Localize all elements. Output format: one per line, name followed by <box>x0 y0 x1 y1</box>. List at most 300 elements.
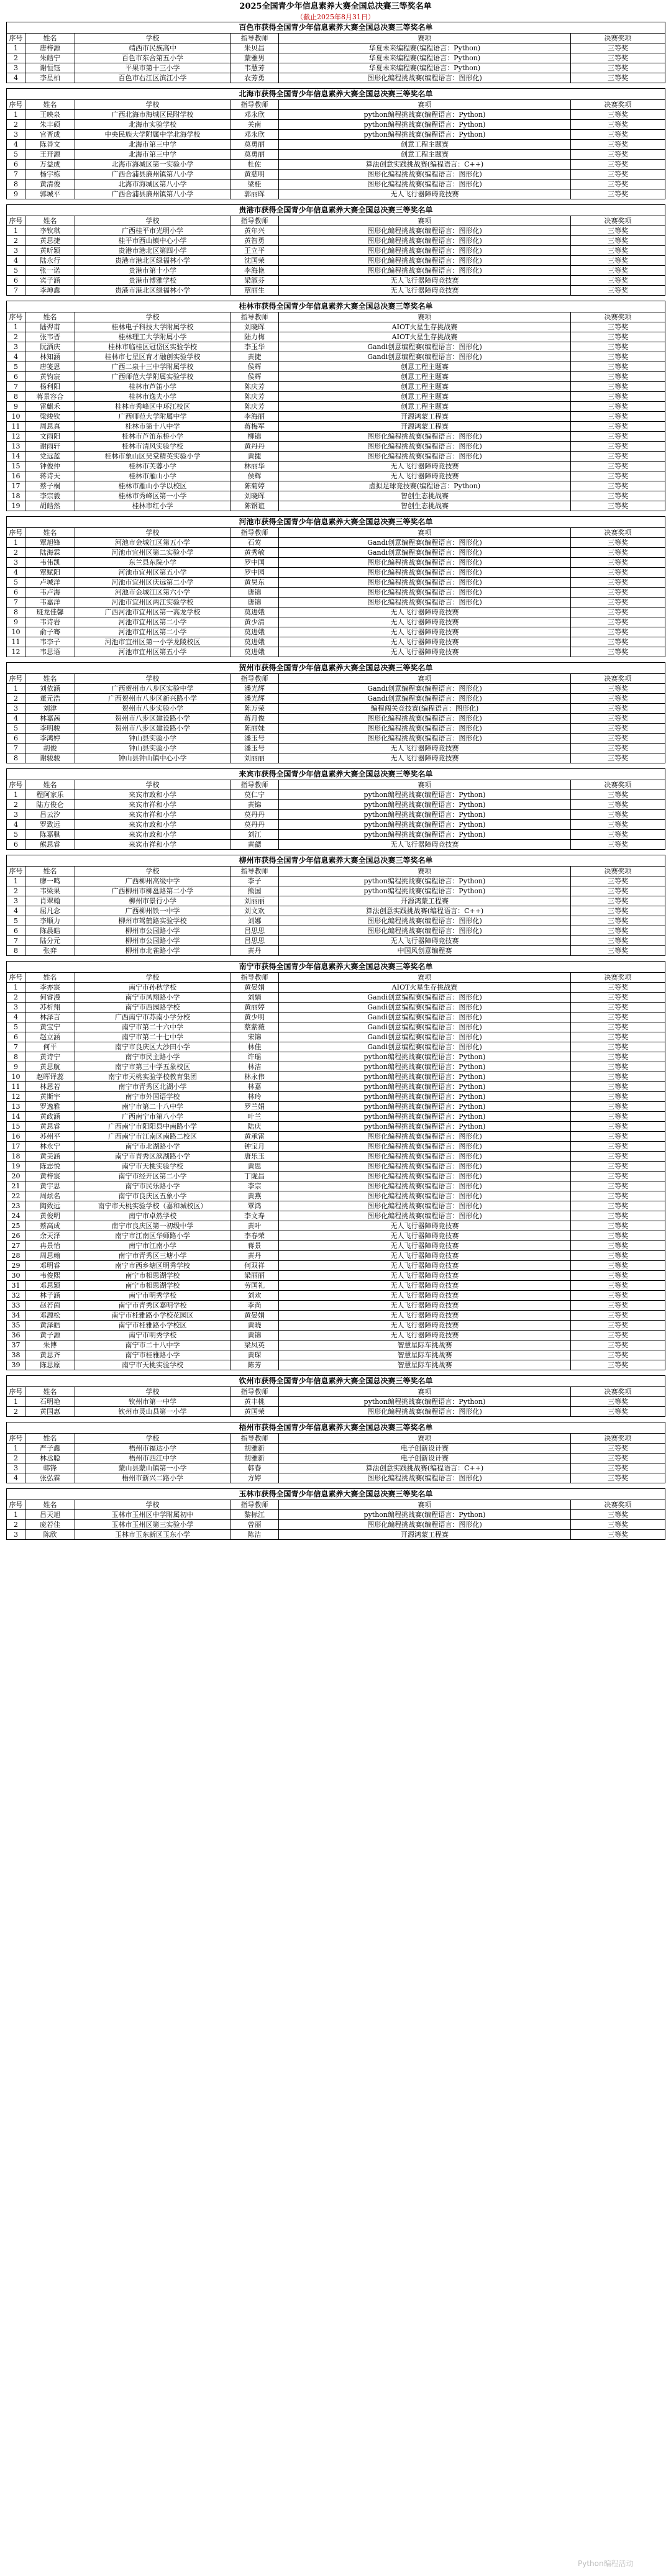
table-header-row <box>7 34 665 43</box>
cell-event: 华夏未来编程赛(编程语言：Python) <box>279 53 571 63</box>
cell-student-name: 黄宝宁 <box>25 1022 75 1032</box>
cell-award: 三等奖 <box>571 1281 665 1291</box>
table-header-row <box>7 1387 665 1397</box>
cell-award: 三等奖 <box>571 1062 665 1072</box>
cell-student-name: 黄思齐 <box>25 1350 75 1360</box>
cell-number: 9 <box>7 617 25 627</box>
cell-number: 35 <box>7 1321 25 1331</box>
cell-teacher: 刘娟 <box>231 993 279 1003</box>
cell-school: 河池市宜州区第二小学 <box>75 627 231 637</box>
cell-number: 6 <box>7 588 25 598</box>
cell-student-name: 陆分元 <box>25 936 75 946</box>
section-gap <box>6 763 665 768</box>
cell-teacher: 黄思 <box>231 1162 279 1172</box>
cell-teacher: 韩春 <box>231 1463 279 1473</box>
cell-award: 三等奖 <box>571 1162 665 1172</box>
cell-school: 南宁市第二十七中学 <box>75 1032 231 1042</box>
cell-award: 三等奖 <box>571 1261 665 1271</box>
cell-student-name: 谢雨轩 <box>25 442 75 452</box>
table-row <box>7 1241 665 1251</box>
cell-school: 南宁市良庆区第一初级中学 <box>75 1221 231 1231</box>
cell-number: 4 <box>7 568 25 578</box>
cell-school: 贵港市港北区绿福林小学 <box>75 286 231 296</box>
cell-award: 三等奖 <box>571 501 665 511</box>
cell-teacher: 刘娜 <box>231 916 279 926</box>
cell-student-name: 陈欣 <box>25 1530 75 1540</box>
cell-teacher: 莫丹丹 <box>231 820 279 830</box>
cell-event: python编程挑战赛(编程语言：Python) <box>279 876 571 886</box>
cell-teacher: 黄捷 <box>231 352 279 362</box>
cell-school: 南宁市孙秋学校 <box>75 983 231 993</box>
cell-teacher: 邓永欣 <box>231 130 279 140</box>
cell-number: 7 <box>7 598 25 608</box>
table-row <box>7 840 665 850</box>
cell-number: 27 <box>7 1241 25 1251</box>
cell-award: 三等奖 <box>571 946 665 956</box>
cell-number: 26 <box>7 1231 25 1241</box>
cell-award: 三等奖 <box>571 130 665 140</box>
cell-number: 11 <box>7 422 25 432</box>
cell-number: 6 <box>7 840 25 850</box>
cell-award: 三等奖 <box>571 352 665 362</box>
cutoff-date: （截止2025年8月31日） <box>296 13 375 21</box>
column-header-event: 赛项 <box>279 34 571 43</box>
cell-teacher: 蒋月俊 <box>231 714 279 724</box>
cell-teacher: 柳锦 <box>231 432 279 442</box>
column-header-event: 赛项 <box>279 1500 571 1510</box>
cell-school: 梧州市新兴二路小学 <box>75 1473 231 1483</box>
cell-number: 17 <box>7 1142 25 1152</box>
cell-school: 柳州市驾鹤路实验学校 <box>75 916 231 926</box>
cell-school: 桂林理工大学附属小学 <box>75 332 231 342</box>
cell-teacher: 李子 <box>231 876 279 886</box>
cell-school: 南宁市明秀学校 <box>75 1331 231 1340</box>
cell-teacher: 陈庆芳 <box>231 382 279 392</box>
column-header-teacher: 指导教师 <box>231 1387 279 1397</box>
cell-teacher: 唐锦 <box>231 598 279 608</box>
cell-teacher: 杜佐 <box>231 160 279 170</box>
cell-school: 广西二泉十三中学附属学校 <box>75 362 231 372</box>
table-row <box>7 1520 665 1530</box>
cell-award: 三等奖 <box>571 548 665 558</box>
cell-school: 桂林市逸夫小学 <box>75 392 231 402</box>
table-row <box>7 402 665 412</box>
section-title: 玉林市获得全国青少年信息素养大赛全国总决赛三等奖名单 <box>7 1489 665 1500</box>
table-row <box>7 130 665 140</box>
cell-student-name: 黄清俊 <box>25 180 75 189</box>
cell-school: 桂林市秀峰区中环江校区 <box>75 402 231 412</box>
cell-school: 南宁市相思湖学校 <box>75 1281 231 1291</box>
column-header-teacher: 指导教师 <box>231 780 279 790</box>
cell-award: 三等奖 <box>571 568 665 578</box>
cell-award: 三等奖 <box>571 926 665 936</box>
table-row <box>7 568 665 578</box>
table-row <box>7 993 665 1003</box>
section-gap <box>6 511 665 516</box>
cell-award: 三等奖 <box>571 1052 665 1062</box>
table-row <box>7 362 665 372</box>
cell-student-name: 韦伟凯 <box>25 558 75 568</box>
cell-award: 三等奖 <box>571 753 665 763</box>
cell-teacher: 李宗 <box>231 1181 279 1191</box>
table-row <box>7 1221 665 1231</box>
cell-school: 南宁市经开区第二小学 <box>75 1172 231 1181</box>
cell-student-name: 黄宇思 <box>25 1181 75 1191</box>
cell-student-name: 俞子骞 <box>25 627 75 637</box>
cell-school: 桂林市雁山小学以校区 <box>75 481 231 491</box>
cell-school: 钦州市灵山县第一小学 <box>75 1407 231 1417</box>
cell-event: 无人飞行器障碍竞技赛 <box>279 1281 571 1291</box>
cell-event: Gandi创意编程赛(编程语言：图形化) <box>279 548 571 558</box>
cell-teacher: 莫进娥 <box>231 608 279 617</box>
cell-school: 广西柳州铁一中学 <box>75 906 231 916</box>
cell-number: 8 <box>7 608 25 617</box>
section-gap <box>6 956 665 961</box>
cell-student-name: 邓明睿 <box>25 1261 75 1271</box>
cell-student-name: 党远蓝 <box>25 452 75 462</box>
table-row <box>7 256 665 266</box>
cell-student-name: 程阿家乐 <box>25 790 75 800</box>
column-header-award: 决赛奖项 <box>571 780 665 790</box>
cell-school: 河池市宜州区第二小学 <box>75 617 231 627</box>
cell-student-name: 李星柏 <box>25 73 75 83</box>
cell-student-name: 林永宁 <box>25 1142 75 1152</box>
cell-teacher: 刘丽丽 <box>231 753 279 763</box>
cell-teacher: 王立平 <box>231 246 279 256</box>
cell-school: 桂林市雁山小学 <box>75 471 231 481</box>
table-row <box>7 790 665 800</box>
award-table <box>6 301 665 511</box>
cell-event: Gandi创意编程赛(编程语言：图形化) <box>279 1042 571 1052</box>
cell-award: 三等奖 <box>571 1271 665 1281</box>
cell-teacher: 黄锦 <box>231 1331 279 1340</box>
cell-award: 三等奖 <box>571 1112 665 1122</box>
column-header-teacher: 指导教师 <box>231 312 279 322</box>
cell-event: python编程挑战赛(编程语言：Python) <box>279 820 571 830</box>
cell-number: 14 <box>7 1112 25 1122</box>
cell-award: 三等奖 <box>571 1142 665 1152</box>
cell-student-name: 雷麒禾 <box>25 402 75 412</box>
table-row <box>7 1397 665 1407</box>
column-header-award: 决赛奖项 <box>571 1387 665 1397</box>
cell-student-name: 文雨阳 <box>25 432 75 442</box>
cell-award: 三等奖 <box>571 1301 665 1311</box>
cell-event: 无人飞行器障碍竞技赛 <box>279 189 571 199</box>
cell-award: 三等奖 <box>571 734 665 744</box>
award-table <box>6 516 665 657</box>
cell-event: python编程挑战赛(编程语言：Python) <box>279 1102 571 1112</box>
cell-school: 河池市宜州区第五小学 <box>75 568 231 578</box>
cell-school: 柳州市景行小学 <box>75 896 231 906</box>
cell-teacher: 潘光辉 <box>231 684 279 694</box>
cell-teacher: 胡雅新 <box>231 1454 279 1463</box>
column-header-name: 姓名 <box>25 1500 75 1510</box>
section-title: 贺州市获得全国青少年信息素养大赛全国总决赛三等奖名单 <box>7 663 665 674</box>
table-row <box>7 1132 665 1142</box>
cell-student-name: 黄诗宁 <box>25 1052 75 1062</box>
cell-student-name: 李明骏 <box>25 724 75 734</box>
cell-teacher: 陈庆芳 <box>231 402 279 412</box>
cell-event: python编程挑战赛(编程语言：Python) <box>279 790 571 800</box>
table-row <box>7 936 665 946</box>
column-header-event: 赛项 <box>279 867 571 876</box>
column-header-name: 姓名 <box>25 216 75 226</box>
cell-teacher: 邓永欣 <box>231 110 279 120</box>
table-row <box>7 1251 665 1261</box>
cell-school: 南宁市明秀学校 <box>75 1291 231 1301</box>
cell-number: 2 <box>7 993 25 1003</box>
table-header-row <box>7 973 665 983</box>
cell-student-name: 黄思航 <box>25 1062 75 1072</box>
cell-school: 来宾市祥和小学 <box>75 800 231 810</box>
cell-event: 无人飞行器障碍竞技赛 <box>279 462 571 471</box>
cell-event: 中国风创意编程赛 <box>279 946 571 956</box>
cell-event: AIOT火星生存挑战赛 <box>279 983 571 993</box>
cell-school: 玉林市玉州区中学附属初中 <box>75 1510 231 1520</box>
cell-school: 桂林市清风实验学校 <box>75 442 231 452</box>
cell-student-name: 赵晖译蕊 <box>25 1072 75 1082</box>
cell-teacher: 吕思思 <box>231 926 279 936</box>
cell-award: 三等奖 <box>571 402 665 412</box>
cell-event: 无人飞行器障碍竞技赛 <box>279 286 571 296</box>
cell-award: 三等奖 <box>571 627 665 637</box>
column-header-event: 赛项 <box>279 216 571 226</box>
cell-event: python编程挑战赛(编程语言：Python) <box>279 886 571 896</box>
cell-number: 2 <box>7 694 25 704</box>
cell-award: 三等奖 <box>571 342 665 352</box>
cell-number: 7 <box>7 382 25 392</box>
cell-number: 2 <box>7 800 25 810</box>
cell-teacher: 陈菊婷 <box>231 481 279 491</box>
award-table <box>6 1488 665 1540</box>
cell-school: 广西贺州市八步区新兴路小学 <box>75 694 231 704</box>
cell-student-name: 黄俊明 <box>25 1211 75 1221</box>
table-row <box>7 627 665 637</box>
cell-number: 1 <box>7 790 25 800</box>
cell-student-name: 肖翠翰 <box>25 896 75 906</box>
cell-award: 三等奖 <box>571 140 665 150</box>
cell-school: 来宾市政和小学 <box>75 790 231 800</box>
cell-student-name: 黄钧宸 <box>25 372 75 382</box>
cell-student-name: 陶致远 <box>25 1201 75 1211</box>
table-row <box>7 53 665 63</box>
cell-event: 创意工程主题赛 <box>279 382 571 392</box>
cell-award: 三等奖 <box>571 1082 665 1092</box>
cell-school: 广西合浦县廉州镇第八小学 <box>75 189 231 199</box>
cell-teacher: 陆庆 <box>231 1122 279 1132</box>
cell-teacher: 唐锦 <box>231 588 279 598</box>
cell-number: 12 <box>7 647 25 657</box>
table-row <box>7 342 665 352</box>
cell-student-name: 韦李子 <box>25 637 75 647</box>
cell-event: 图形化编程挑战赛(编程语言：图形化) <box>279 578 571 588</box>
cell-teacher: 陈芳 <box>231 1360 279 1370</box>
cell-number: 21 <box>7 1181 25 1191</box>
cell-number: 6 <box>7 372 25 382</box>
table-header-row <box>7 216 665 226</box>
cell-number: 8 <box>7 1052 25 1062</box>
table-row <box>7 1350 665 1360</box>
cell-number: 19 <box>7 1162 25 1172</box>
cell-event: Gandi创意编程赛(编程语言：图形化) <box>279 1003 571 1013</box>
table-row <box>7 916 665 926</box>
cell-school: 桂林电子科技大学附属学校 <box>75 322 231 332</box>
cell-school: 河池市宜州区第五小学 <box>75 647 231 657</box>
cell-award: 三等奖 <box>571 1291 665 1301</box>
cell-event: 华夏未来编程赛(编程语言：Python) <box>279 43 571 53</box>
table-row <box>7 1102 665 1112</box>
table-row <box>7 1311 665 1321</box>
table-row <box>7 820 665 830</box>
cell-event: 图形化编程挑战赛(编程语言：图形化) <box>279 432 571 442</box>
cell-student-name: 黄泽皓 <box>25 1321 75 1331</box>
cell-number: 33 <box>7 1301 25 1311</box>
cell-student-name: 韦梁果 <box>25 886 75 896</box>
section-title: 百色市获得全国青少年信息素养大赛全国总决赛三等奖名单 <box>7 22 665 34</box>
table-row <box>7 886 665 896</box>
column-header-teacher: 指导教师 <box>231 100 279 110</box>
cell-teacher: 李尚 <box>231 1301 279 1311</box>
cell-teacher: 唐乐玉 <box>231 1152 279 1162</box>
table-row <box>7 1211 665 1221</box>
cell-school: 柳州市公园路小学 <box>75 936 231 946</box>
table-row <box>7 63 665 73</box>
cell-number: 2 <box>7 548 25 558</box>
cell-school: 桂林市七星区育才融创实验学校 <box>75 352 231 362</box>
cell-teacher: 黄少明 <box>231 1013 279 1022</box>
cell-student-name: 韦卢海 <box>25 588 75 598</box>
table-row <box>7 926 665 936</box>
cell-event: 图形化编程挑战赛(编程语言：图形化) <box>279 1162 571 1172</box>
cell-teacher: 潘玉号 <box>231 744 279 753</box>
table-row <box>7 810 665 820</box>
cell-award: 三等奖 <box>571 1152 665 1162</box>
table-row <box>7 578 665 588</box>
cell-student-name: 赵立涵 <box>25 1032 75 1042</box>
cell-school: 桂林市临桂区冠岱区实验学校 <box>75 342 231 352</box>
column-header-event: 赛项 <box>279 528 571 538</box>
cell-student-name: 张韦晋 <box>25 332 75 342</box>
cell-number: 1 <box>7 322 25 332</box>
column-header-award: 决赛奖项 <box>571 1434 665 1444</box>
cell-event: 算法创意实践挑战赛(编程语言：C++) <box>279 906 571 916</box>
cell-school: 梧州市福达小学 <box>75 1444 231 1454</box>
table-row <box>7 442 665 452</box>
cell-number: 12 <box>7 432 25 442</box>
cell-student-name: 王映泉 <box>25 110 75 120</box>
cell-school: 玉林市玉东新区玉东小学 <box>75 1530 231 1540</box>
cell-school: 玉林市玉州区第三实验小学 <box>75 1520 231 1530</box>
cell-school: 广西河池市宜州区第一高龙学校 <box>75 608 231 617</box>
cell-school: 河池市宜州区庆远第二小学 <box>75 578 231 588</box>
cell-number: 3 <box>7 1530 25 1540</box>
cell-award: 三等奖 <box>571 1463 665 1473</box>
cell-student-name: 廖一鸣 <box>25 876 75 886</box>
cell-student-name: 林知涵 <box>25 352 75 362</box>
cell-award: 三等奖 <box>571 491 665 501</box>
cell-number: 4 <box>7 352 25 362</box>
cell-student-name: 李坤鑫 <box>25 286 75 296</box>
table-row <box>7 352 665 362</box>
cell-teacher: 黄晓 <box>231 1321 279 1331</box>
cell-event: AIOT火星生存挑战赛 <box>279 322 571 332</box>
table-row <box>7 1321 665 1331</box>
cell-teacher: 莫勇丽 <box>231 140 279 150</box>
cell-teacher: 黄慈明 <box>231 170 279 180</box>
cell-teacher: 陈庆芳 <box>231 392 279 402</box>
cell-award: 三等奖 <box>571 276 665 286</box>
cell-number: 3 <box>7 704 25 714</box>
cell-school: 南宁市民主路小学 <box>75 1052 231 1062</box>
table-row <box>7 1152 665 1162</box>
column-header-teacher: 指导教师 <box>231 1434 279 1444</box>
award-table <box>6 768 665 850</box>
cell-event: python编程挑战赛(编程语言：Python) <box>279 1062 571 1072</box>
cell-number: 5 <box>7 916 25 926</box>
cell-student-name: 庞若佳 <box>25 1520 75 1530</box>
cell-school: 南宁市江南小学 <box>75 1241 231 1251</box>
cell-school: 蒙山县蒙山镇第一小学 <box>75 1463 231 1473</box>
table-row <box>7 684 665 694</box>
cell-school: 河池市宜州区第一小学龙陵校区 <box>75 637 231 647</box>
cell-event: AIOT火星生存挑战赛 <box>279 332 571 342</box>
cell-school: 南宁市第二十八中学 <box>75 1102 231 1112</box>
cell-student-name: 韦嘉洋 <box>25 598 75 608</box>
section-gap <box>6 83 665 88</box>
cell-award: 三等奖 <box>571 1221 665 1231</box>
cell-student-name: 余天泽 <box>25 1231 75 1241</box>
cell-event: 智慧星际车挑战赛 <box>279 1340 571 1350</box>
cell-award: 三等奖 <box>571 1201 665 1211</box>
column-header-num: 序号 <box>7 1434 25 1444</box>
table-row <box>7 704 665 714</box>
cell-event: 图形化编程挑战赛(编程语言：图形化) <box>279 1407 571 1417</box>
column-header-name: 姓名 <box>25 34 75 43</box>
section-gap <box>6 657 665 662</box>
table-header-row <box>7 1434 665 1444</box>
cell-student-name: 宾子涵 <box>25 276 75 286</box>
cell-event: 图形化编程挑战赛(编程语言：图形化) <box>279 180 571 189</box>
cell-event: 图形化编程挑战赛(编程语言：图形化) <box>279 1181 571 1191</box>
column-header-name: 姓名 <box>25 100 75 110</box>
cell-event: python编程挑战赛(编程语言：Python) <box>279 1092 571 1102</box>
table-row <box>7 1172 665 1181</box>
cell-number: 8 <box>7 180 25 189</box>
cell-award: 三等奖 <box>571 1251 665 1261</box>
cell-number: 31 <box>7 1281 25 1291</box>
cell-award: 三等奖 <box>571 1231 665 1241</box>
column-header-school: 学校 <box>75 674 231 684</box>
cell-event: 无人飞行器障碍竞技赛 <box>279 1331 571 1340</box>
column-header-name: 姓名 <box>25 528 75 538</box>
cell-student-name: 蔡子桐 <box>25 481 75 491</box>
column-header-num: 序号 <box>7 34 25 43</box>
cell-student-name: 苏州平 <box>25 1132 75 1142</box>
cell-number: 34 <box>7 1311 25 1321</box>
cell-award: 三等奖 <box>571 53 665 63</box>
cell-number: 4 <box>7 140 25 150</box>
cell-student-name: 邓思颖 <box>25 1281 75 1291</box>
cell-number: 2 <box>7 332 25 342</box>
cell-event: 图形化编程挑战赛(编程语言：图形化) <box>279 442 571 452</box>
cell-event: Gandi创意编程赛(编程语言：图形化) <box>279 352 571 362</box>
cell-award: 三等奖 <box>571 617 665 627</box>
cell-student-name: 刘津 <box>25 704 75 714</box>
cell-student-name: 黄子源 <box>25 1331 75 1340</box>
cell-award: 三等奖 <box>571 256 665 266</box>
table-row <box>7 1052 665 1062</box>
cell-event: 无人飞行器障碍竞技赛 <box>279 744 571 753</box>
